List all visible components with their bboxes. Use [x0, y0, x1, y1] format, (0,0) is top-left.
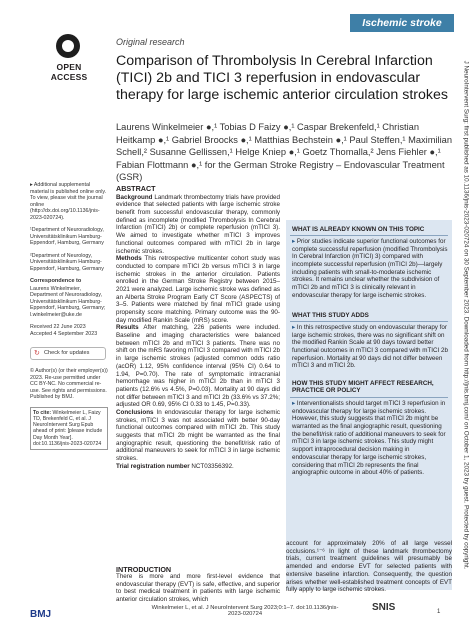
bullet-triangle-icon: ▸ — [292, 400, 297, 407]
supplemental-note[interactable]: ▸ Additional supplemental material is published online only. To view, please visit the journal online (http://dx.doi.org/10.1136/jnis-2023-020724). — [30, 182, 107, 221]
key-heading-impact: HOW THIS STUDY MIGHT AFFECT RESEARCH, PRACTICE OR POLICY — [292, 380, 434, 394]
trial-number[interactable]: NCT03356392. — [191, 462, 234, 470]
conclusions-text: In endovascular therapy for large ischemic strokes, mTICI 3 was not associated with better 90-day functional outcomes compared with mTICI 2b. This study suggests that mTICI 2b might be warranted as the final angiographic result, questioning the benefit/risk ratio of additional maneuvers to seek for mTICI 3 in large ischemic strokes. — [116, 408, 280, 463]
check-for-updates-button[interactable]: ↻ Check for updates — [30, 347, 106, 360]
introduction-text: There is more and more first-level evidence that endovascular therapy (EVT) is safe, effective, and superior to best medical treatment in patients with large ischemic anterior circulation strokes, which — [116, 573, 280, 604]
article-sidebar — [30, 182, 108, 450]
bullet-triangle-icon: ▸ — [292, 238, 297, 245]
correspondence-body[interactable]: Laurens Winkelmeier, Department of Neuroradiology, Universitätsklinikum Hamburg-Eppendorf, Hamburg, Germany; l.winkelmeier@uke.de — [30, 285, 106, 318]
affiliation-2: ²Department of Neurology, Universitätsklinikum Hamburg-Eppendorf, Hamburg, Germany — [30, 252, 104, 272]
bmj-logo[interactable]: BMJ — [30, 609, 52, 620]
key-divider — [290, 397, 448, 398]
key-known-text: Prior studies indicate superior functional outcomes for complete successful reperfusion (modified Thrombolysis In Cerebral Infarction (mTICI) 3) compared with incomplete successful reperfusion (mTICI 2b)—largely including patients with small-to-moderate ischemic strokes. It remains unclear whether the subdivision of mTICI 2b and mTICI 3 is clinically relevant in endovascular therapy for large ischemic strokes. — [292, 238, 448, 299]
side-citation-strip — [457, 0, 474, 631]
methods-label: Methods — [116, 255, 142, 263]
accepted-date: Accepted 4 September 2023 — [30, 330, 98, 337]
article-title: Comparison of Thrombolysis In Cerebral Infarction (TICI) 2b and TICI 3 reperfusion in endovascular therapy for large ischemic anterior circulation strokes — [116, 53, 448, 103]
results-label: Results — [116, 324, 139, 332]
background-text: Landmark thrombectomy trials have provided evidence that selected patients with large ischemic stroke benefit from successful endovascular therapy, commonly defined as incomplete (modified Thrombolysis In Cerebral Infarction (mTICI) 2b) or complete reperfusion (mTICI 3). We aimed to investigate whether mTICI 3 improves functional outcomes compared with mTICI 2b in large ischemic strokes. — [116, 193, 280, 255]
open-access-label: OPEN ACCESS — [50, 62, 88, 82]
cite-heading: To cite: — [33, 409, 52, 416]
author-list[interactable]: Laurens Winkelmeier ●,¹ Tobias D Faizy ●,¹ Caspar Brekenfeld,¹ Christian Heitkamp ●,¹ Gabriel Broocks ●,¹ Matthias Bechstein ●,¹ Paul Steffen,¹ Maximilian Schell,² Susanne Gellissen,¹ Helge Kniep ●,¹ Goetz Thomalla,² Jens Fiehler ●,¹ Fabian Flottmann ●,¹ for the German Stroke Registry – Endovascular Treatment (GSR) — [116, 122, 452, 183]
cite-box — [30, 407, 108, 451]
side-citation-text: J NeuroIntervent Surg: first published as 10.1136/jnis-2023-020724 on 30 September 2023. Downloaded from http://jnis.bmj.com/ on October 1, 2023 by guest. Protected by copyright. — [462, 60, 469, 570]
cite-body: Winkelmeier L, Faizy TD, Brekenfeld C, et al. J NeuroIntervent Surg Epub ahead of print: [please include Day Month Year]. doi:10.1136/jnis-2023-020724 — [33, 409, 103, 447]
results-text: After matching, 226 patients were included. Baseline and imaging characteristics were balanced between mTICI 2b and mTICI 3 patients. There was no shift on the mRS favoring mTICI 3 compared with mTICI 2b in large ischemic strokes (adjusted common odds ratio (acOR) 1.12, 95% confidence interval (95% CI) 0.64 to 1.94, P=0.70). The rate of symptomatic intracranial hemorrhage was higher in mTICI 2b than in mTICI 3 patients (12.6% vs 4.5%, P=0.03). Mortality at 90 days did not differ between mTICI 3 and mTICI 2b (33.6% vs 37.2%; adjusted OR 0.69, 95% CI 0.33 to 1.45, P=0.33). — [116, 324, 280, 409]
abstract-background — [116, 194, 280, 256]
footer-citation: Winkelmeier L, et al. J NeuroIntervent Surg 2023;0:1–7. doi:10.1136/jnis-2023-020724 — [151, 605, 339, 617]
key-known-item — [292, 238, 448, 300]
abstract-heading: ABSTRACT — [116, 184, 156, 193]
key-heading-adds: WHAT THIS STUDY ADDS — [292, 312, 369, 319]
introduction-heading: INTRODUCTION — [116, 565, 172, 574]
page-number: 1 — [437, 609, 441, 615]
background-label: Background — [116, 193, 153, 201]
trial-label: Trial registration number — [116, 462, 190, 470]
key-adds-text: In this retrospective study on endovascular therapy for large ischemic strokes, there was no significant shift on the modified Rankin Scale at 90 days toward better functional outcomes in mTICI 3 compared with mTICI 2b reperfusion. Mortality at 90 days did not differ between mTICI 3 and mTICI 2b. — [292, 324, 448, 370]
right-column-text: account for approximately 20% of all large vessel occlusions.¹⁻⁶ In light of these landmark thrombectomy trials, current treatment guidelines will presumably be amended and endorse EVT for selected patients with extensive baseline infarction. Consequently, the question arises whether well-established treatment concepts of EVT fully apply to large ischemic strokes. — [286, 540, 452, 594]
abstract-conclusions — [116, 409, 280, 463]
bullet-triangle-icon: ▸ — [292, 324, 297, 331]
key-divider — [290, 321, 448, 322]
key-impact-item — [292, 400, 448, 477]
open-access-lock-icon — [56, 34, 80, 58]
methods-text: This retrospective multicenter cohort study was conducted to compare mTICI 2b versus mTICI 3 in large ischemic strokes in the anterior circulation. Patients enrolled in the German Stroke Registry between 2015–2021 were analyzed. Large ischemic stroke was defined as an Alberta Stroke Program Early CT Score (ASPECTS) of 3–5. Patients were matched by final mTICI grade using propensity score matching. Primary outcome was the 90-day modified Rankin Scale (mRS) score. — [116, 255, 281, 324]
snis-logo: SNIS — [372, 602, 396, 613]
affiliation-1: ¹Department of Neuroradiology, Universitätsklinikum Hamburg-Eppendorf, Hamburg, Germany — [30, 227, 104, 246]
correspondence-heading: Correspondence to — [30, 278, 82, 284]
abstract-trial — [116, 463, 280, 471]
abstract-results — [116, 324, 280, 409]
section-banner: Ischemic stroke — [350, 14, 454, 32]
conclusions-label: Conclusions — [116, 408, 154, 416]
key-heading-known: WHAT IS ALREADY KNOWN ON THIS TOPIC — [292, 226, 425, 233]
key-divider — [290, 235, 448, 236]
abstract-methods — [116, 255, 280, 324]
key-adds-item — [292, 324, 448, 370]
received-date: Received 22 June 2023 — [30, 324, 86, 330]
license-text: © Author(s) (or their employer(s)) 2023. Re-use permitted under CC BY-NC. No commercial re-use. See rights and permissions. Published by BMJ. — [30, 368, 108, 400]
key-impact-text: Interventionalists should target mTICI 3 reperfusion in endovascular therapy for large ischemic strokes. However, this study suggests that mTICI 2b might be warranted as the final angiographic result, questioning the benefit/risk ratio of additional maneuvers to seek for mTICI 3 in large ischemic strokes. This study might support intraprocedural decision making in endovascular therapy for large ischemic strokes, considering that mTICI 2b represents the final angiographic outcome in about 40% of patients. — [292, 400, 446, 477]
section-label: Original research — [116, 37, 185, 47]
abstract — [116, 185, 280, 470]
